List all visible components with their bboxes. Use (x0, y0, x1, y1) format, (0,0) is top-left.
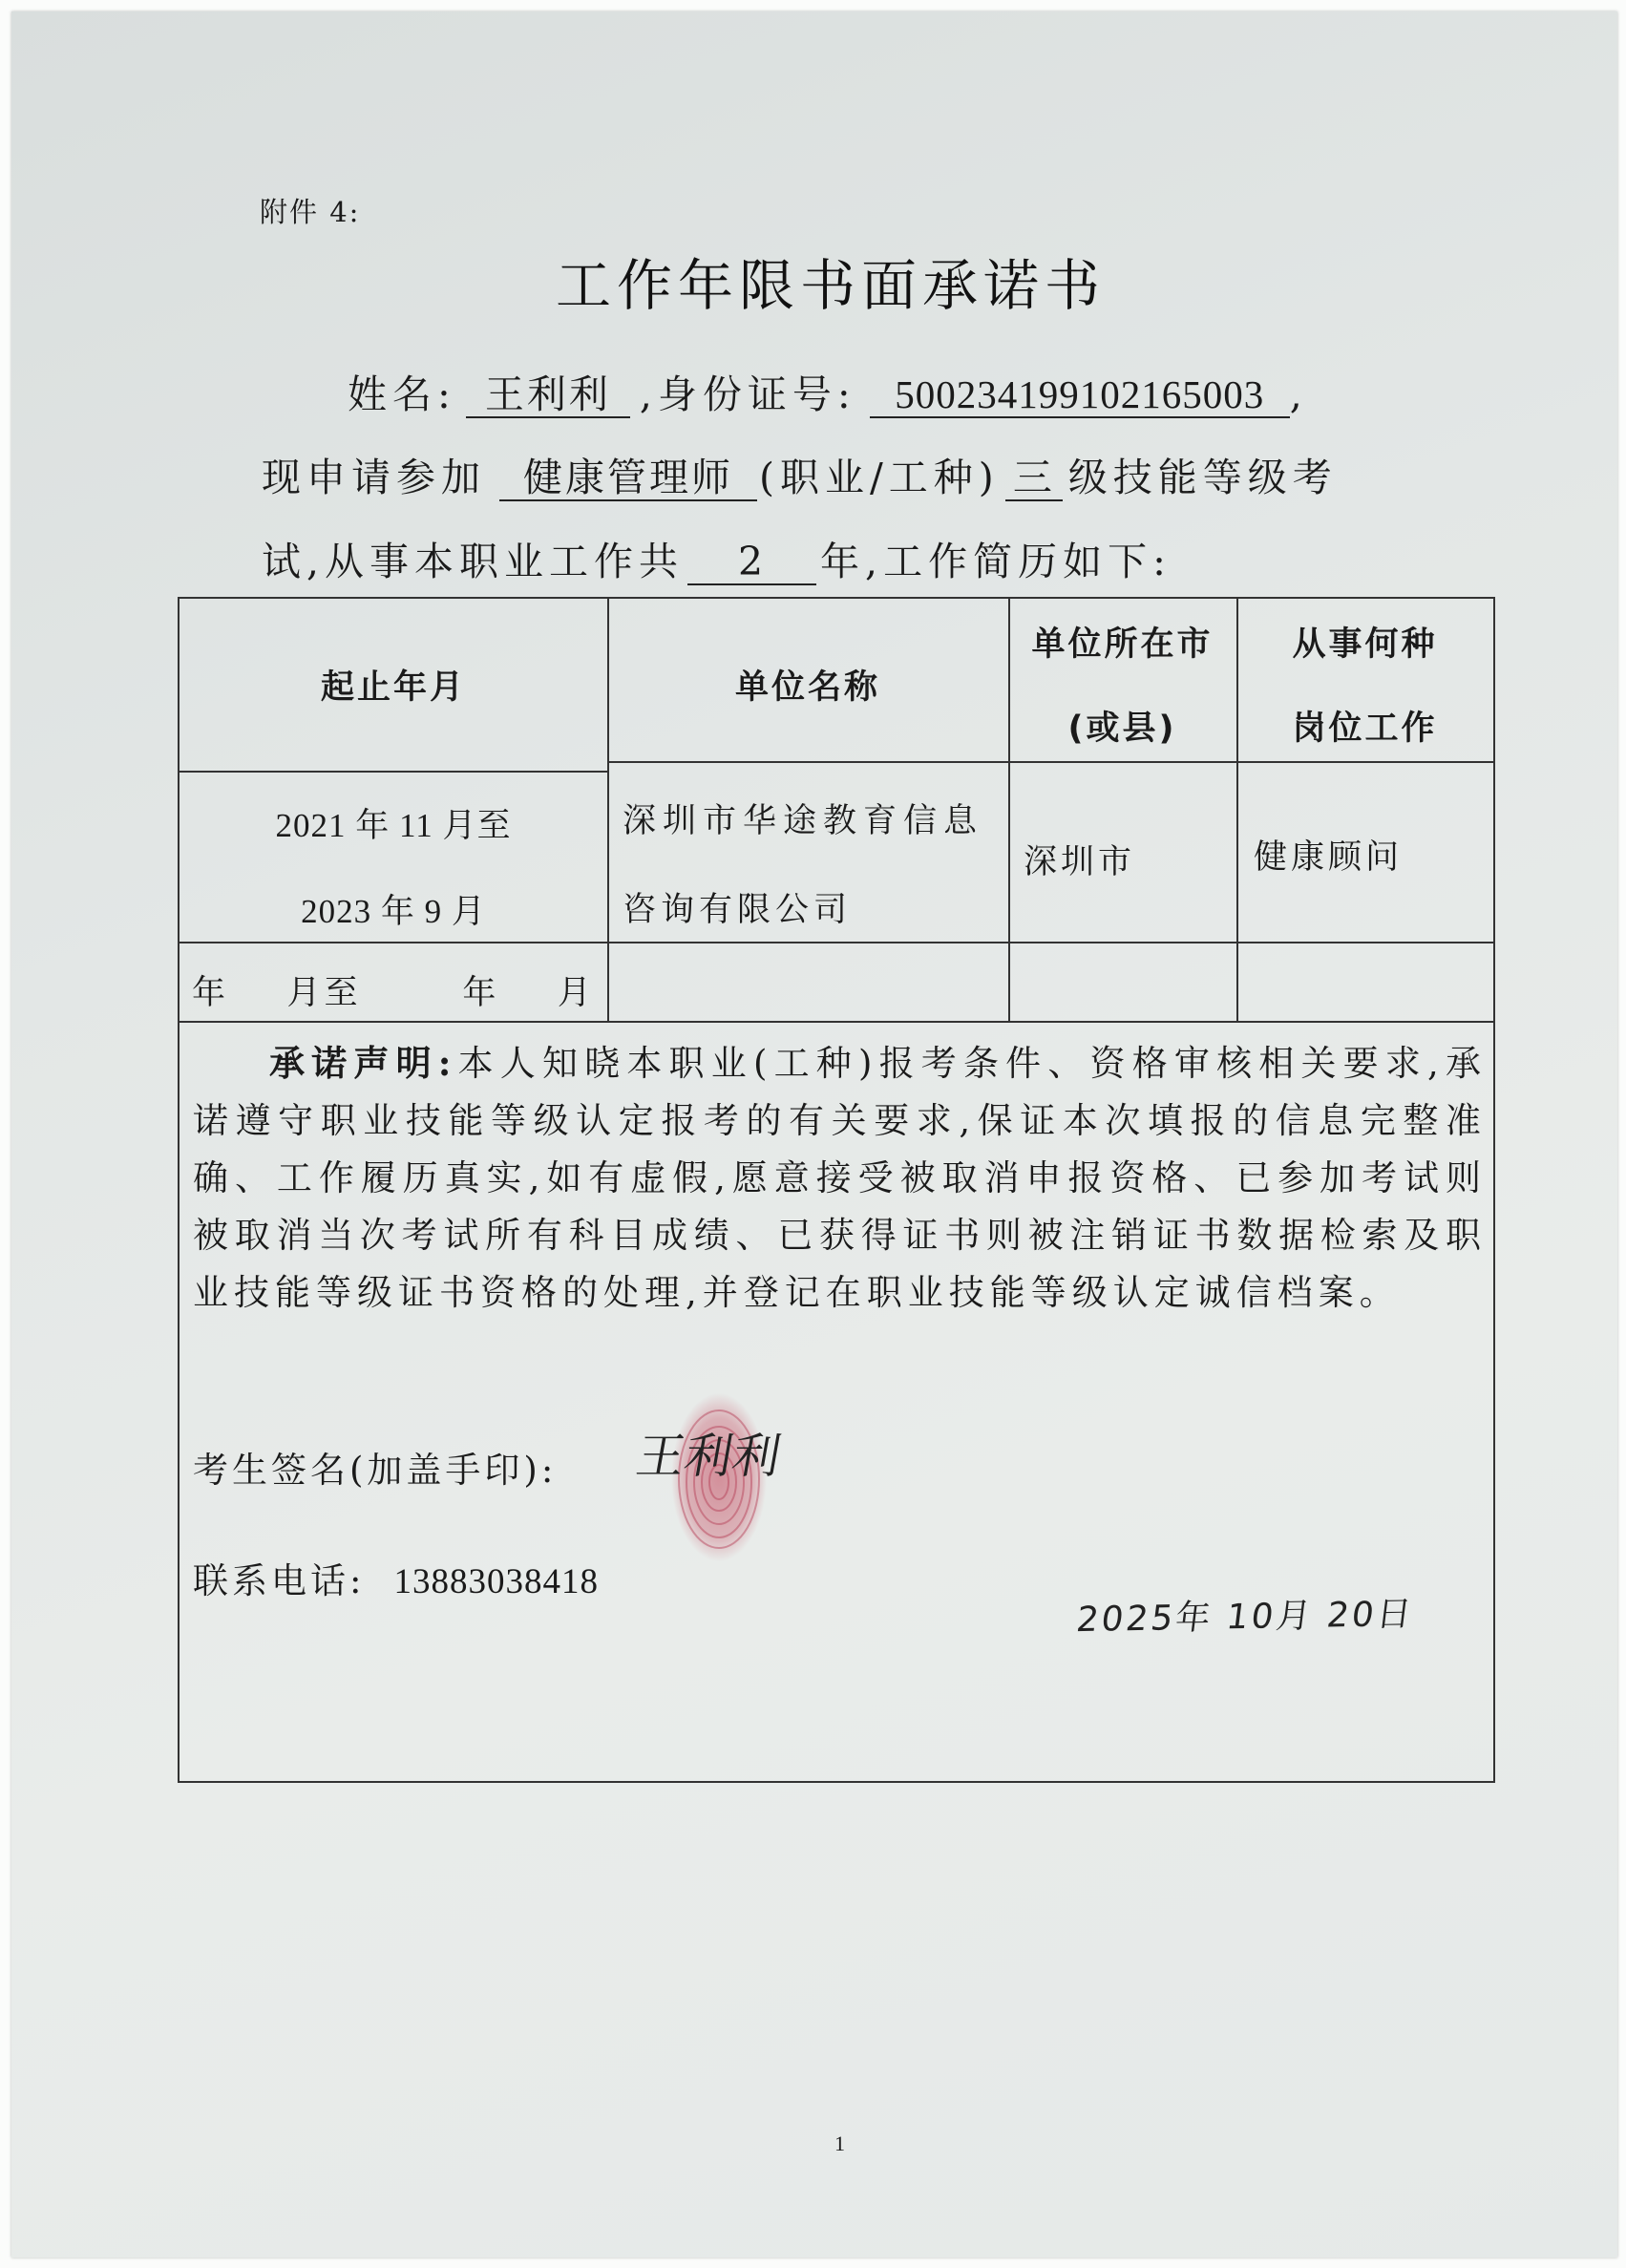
row1-company-line2: 咨询有限公司 (623, 891, 853, 929)
phone-label: 联系电话: (193, 1560, 366, 1601)
id-suffix: , (1289, 371, 1308, 417)
occupation-suffix: (职业/工种) (759, 455, 1000, 500)
signature-label: 考生签名(加盖手印): (193, 1450, 558, 1491)
attachment-label: 附件 4: (260, 196, 361, 228)
page-number: 1 (834, 2131, 845, 2155)
name-label: 姓名: (348, 371, 456, 417)
declaration-label: 承诺声明: (269, 1042, 457, 1084)
header-city-line2: (或县) (1067, 710, 1177, 748)
phone-row (193, 1552, 599, 1603)
header-period: 起止年月 (320, 668, 466, 707)
work-history-table (178, 597, 1495, 1783)
years-field: 2 (687, 541, 816, 585)
intro-line-occupation (262, 446, 1338, 502)
declaration (193, 1034, 1487, 1322)
years-prefix: 试,从事本职业工作共 (262, 539, 685, 584)
document-page (11, 11, 1617, 2257)
level-suffix: 级技能等级考 (1067, 455, 1338, 500)
phone-number: 13883038418 (393, 1562, 599, 1601)
id-number-field: 500234199102165003 (870, 373, 1290, 418)
declaration-text: 本人知晓本职业(工种)报考条件、资格审核相关要求,承诺遵守职业技能等级认定报考的有关要求,保证本次填报的信息完整准确、工作履历真实,如有虚假,愿意接受被取消申报资格、已参加考试则被取消当次考试所有科目成绩、已获得证书则被注销证书数据检索及职业技能等级证书资格的处理,并登记在职业技能等级认定诚信档案。 (193, 1043, 1487, 1313)
table-row-divider (179, 1021, 1493, 1023)
occupation-field: 健康管理师 (499, 456, 757, 501)
apply-prefix: 现申请参加 (262, 455, 486, 500)
table-row-divider (607, 761, 1493, 763)
years-suffix: 年,工作简历如下: (820, 539, 1172, 584)
row1-company-line1: 深圳市华途教育信息 (623, 802, 984, 840)
row1-city: 深圳市 (1024, 843, 1136, 881)
name-field: 王利利 (466, 373, 630, 418)
row1-period-line1: 2021 年 11 月至 (275, 807, 512, 844)
header-position-line1: 从事何种 (1292, 625, 1438, 664)
id-label: ,身份证号: (639, 371, 856, 417)
row1-period-line2: 2023 年 9 月 (301, 893, 486, 930)
intro-line-name (348, 363, 1308, 419)
row1-position: 健康顾问 (1254, 838, 1404, 877)
row2-period: 年 月至 年 月 (192, 974, 595, 1012)
document-title: 工作年限书面承诺书 (556, 253, 1107, 318)
header-position-line2: 岗位工作 (1292, 710, 1438, 748)
table-row-divider (179, 771, 607, 773)
level-field: 三 (1005, 456, 1063, 501)
handwritten-date: 2025年 10月 20日 (1074, 1594, 1417, 1641)
header-company: 单位名称 (734, 668, 880, 707)
handwritten-signature: 王利利 (632, 1429, 786, 1484)
table-row-divider (179, 942, 1493, 943)
header-city-line1: 单位所在市 (1031, 625, 1214, 664)
intro-line-years (262, 530, 1172, 586)
